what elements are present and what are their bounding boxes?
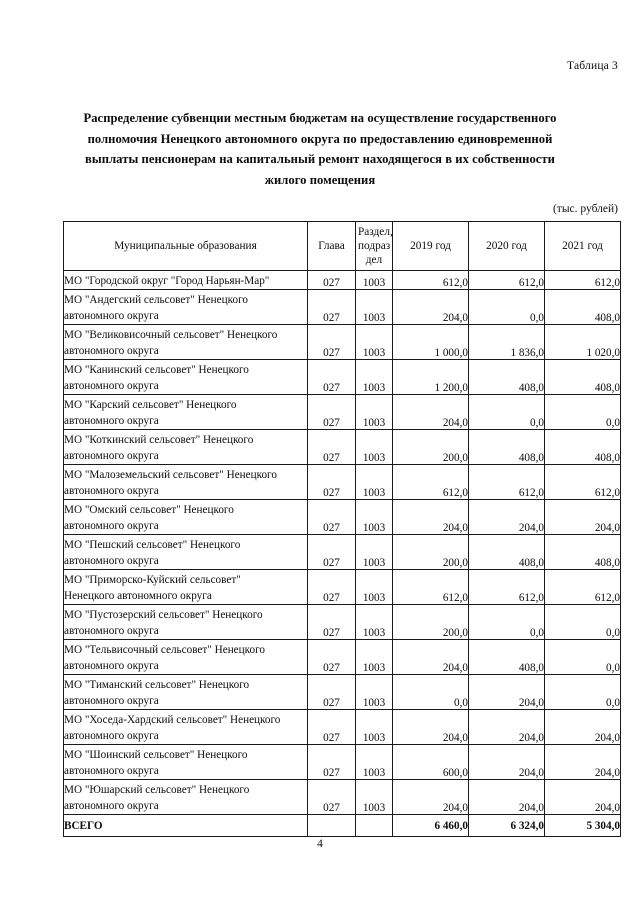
cell-glava: 027: [308, 465, 356, 500]
municipality-line: автономного округа: [64, 309, 159, 322]
cell-razdel: 1003: [356, 780, 393, 815]
cell-2019: 204,0: [393, 710, 469, 745]
cell-2020: 204,0: [469, 710, 545, 745]
cell-razdel: 1003: [356, 570, 393, 605]
cell-2021: 1 020,0: [545, 325, 621, 360]
cell-municipality: [64, 640, 308, 675]
col-header-2021: 2021 год: [545, 222, 621, 271]
cell-glava: 027: [308, 360, 356, 395]
municipality-line: МО "Андегский сельсовет" Ненецкого: [64, 293, 248, 306]
cell-2021: 408,0: [545, 535, 621, 570]
table-row: [64, 640, 621, 675]
municipality-line: автономного округа: [64, 449, 159, 462]
cell-2021: 204,0: [545, 710, 621, 745]
table-row: [64, 570, 621, 605]
cell-2020: 408,0: [469, 640, 545, 675]
cell-municipality: [64, 605, 308, 640]
cell-2019: 200,0: [393, 535, 469, 570]
municipality-line: автономного округа: [64, 624, 159, 637]
municipality-line: автономного округа: [64, 519, 159, 532]
municipality-line: МО "Пешский сельсовет" Ненецкого: [64, 538, 241, 551]
cell-municipality: [64, 500, 308, 535]
units-caption: (тыс. рублей): [552, 203, 618, 215]
cell-glava: 027: [308, 710, 356, 745]
cell-municipality: [64, 271, 308, 290]
municipality-line: автономного округа: [64, 799, 159, 812]
cell-2019: 600,0: [393, 745, 469, 780]
cell-glava: 027: [308, 535, 356, 570]
cell-municipality: [64, 710, 308, 745]
cell-2019: 200,0: [393, 605, 469, 640]
municipality-line: Ненецкого автономного округа: [64, 589, 212, 602]
cell-municipality: [64, 430, 308, 465]
table-total-row: [64, 815, 621, 837]
cell-razdel: 1003: [356, 640, 393, 675]
cell-total-2021: 5 304,0: [545, 815, 621, 837]
cell-razdel: 1003: [356, 465, 393, 500]
col-header-glava: Глава: [308, 222, 356, 271]
municipality-line: автономного округа: [64, 729, 159, 742]
municipality-line: автономного округа: [64, 484, 159, 497]
cell-2021: 204,0: [545, 745, 621, 780]
cell-total-glava: [308, 815, 356, 837]
cell-razdel: 1003: [356, 325, 393, 360]
cell-municipality: [64, 290, 308, 325]
title-line-1: Распределение субвенции местным бюджетам на осуществление государственного: [83, 111, 557, 125]
table-header-row: [64, 222, 621, 271]
table-row: [64, 360, 621, 395]
cell-2020: 204,0: [469, 745, 545, 780]
cell-glava: 027: [308, 290, 356, 325]
table-row: [64, 535, 621, 570]
cell-2019: 612,0: [393, 271, 469, 290]
municipality-line: МО "Юшарский сельсовет" Ненецкого: [64, 783, 250, 796]
cell-glava: 027: [308, 640, 356, 675]
cell-2020: 0,0: [469, 605, 545, 640]
title-line-2: полномочия Ненецкого автономного округа по предоставлению единовременной: [87, 131, 553, 146]
cell-glava: 027: [308, 675, 356, 710]
cell-2019: 0,0: [393, 675, 469, 710]
cell-total-2019: 6 460,0: [393, 815, 469, 837]
cell-total-2020: 6 324,0: [469, 815, 545, 837]
cell-municipality: [64, 675, 308, 710]
cell-glava: 027: [308, 271, 356, 290]
title-line-4: жилого помещения: [264, 172, 376, 187]
municipality-line: МО "Приморско-Куйский сельсовет": [64, 573, 241, 586]
cell-razdel: 1003: [356, 290, 393, 325]
municipality-line: МО "Омский сельсовет" Ненецкого: [64, 503, 234, 516]
cell-razdel: 1003: [356, 675, 393, 710]
table-row: [64, 465, 621, 500]
cell-2021: 0,0: [545, 675, 621, 710]
table-row: [64, 430, 621, 465]
subvention-table-wrapper: [63, 221, 620, 837]
cell-2019: 204,0: [393, 290, 469, 325]
cell-glava: 027: [308, 570, 356, 605]
municipality-line: МО "Хоседа-Хардский сельсовет" Ненецкого: [64, 713, 281, 726]
municipality-line: МО "Великовисочный сельсовет" Ненецкого: [64, 328, 278, 341]
cell-razdel: 1003: [356, 745, 393, 780]
municipality-line: МО "Шоинский сельсовет" Ненецкого: [64, 748, 248, 761]
cell-municipality: [64, 360, 308, 395]
cell-2020: 408,0: [469, 430, 545, 465]
subvention-table: [63, 221, 621, 837]
cell-razdel: 1003: [356, 605, 393, 640]
table-row: [64, 710, 621, 745]
municipality-line: автономного округа: [64, 764, 159, 777]
cell-2019: 612,0: [393, 465, 469, 500]
cell-municipality: [64, 780, 308, 815]
table-row: [64, 675, 621, 710]
cell-2020: 408,0: [469, 535, 545, 570]
cell-2020: 612,0: [469, 570, 545, 605]
cell-razdel: 1003: [356, 500, 393, 535]
cell-2021: 612,0: [545, 271, 621, 290]
page-number: 4: [317, 838, 323, 850]
cell-razdel: 1003: [356, 710, 393, 745]
cell-total-label: ВСЕГО: [64, 815, 308, 837]
cell-2021: 612,0: [545, 570, 621, 605]
cell-municipality: [64, 465, 308, 500]
cell-2019: 204,0: [393, 500, 469, 535]
municipality-line: МО "Городской округ "Город Нарьян-Мар": [64, 274, 270, 287]
cell-2020: 204,0: [469, 675, 545, 710]
table-row: [64, 780, 621, 815]
cell-2020: 0,0: [469, 395, 545, 430]
cell-2021: 408,0: [545, 430, 621, 465]
table-row: [64, 605, 621, 640]
cell-2019: 200,0: [393, 430, 469, 465]
cell-2021: 0,0: [545, 395, 621, 430]
cell-2019: 204,0: [393, 640, 469, 675]
cell-2021: 408,0: [545, 290, 621, 325]
cell-2020: 204,0: [469, 780, 545, 815]
municipality-line: МО "Пустозерский сельсовет" Ненецкого: [64, 608, 263, 621]
cell-2021: 0,0: [545, 640, 621, 675]
municipality-line: МО "Тельвисочный сельсовет" Ненецкого: [64, 643, 265, 656]
municipality-line: автономного округа: [64, 414, 159, 427]
cell-2021: 408,0: [545, 360, 621, 395]
cell-2021: 0,0: [545, 605, 621, 640]
col-header-name: Муниципальные образования: [64, 222, 308, 271]
municipality-line: автономного округа: [64, 694, 159, 707]
cell-2019: 204,0: [393, 395, 469, 430]
cell-glava: 027: [308, 605, 356, 640]
municipality-line: МО "Тиманский сельсовет" Ненецкого: [64, 678, 250, 691]
municipality-line: автономного округа: [64, 554, 159, 567]
cell-2021: 204,0: [545, 780, 621, 815]
col-header-2020: 2020 год: [469, 222, 545, 271]
col-header-razdel: Раздел, подраз дел: [356, 222, 393, 271]
cell-2019: 1 000,0: [393, 325, 469, 360]
table-label: Таблица 3: [567, 60, 618, 72]
table-head: [64, 222, 621, 271]
cell-2020: 0,0: [469, 290, 545, 325]
cell-glava: 027: [308, 395, 356, 430]
table-row: [64, 325, 621, 360]
municipality-line: автономного округа: [64, 344, 159, 357]
table-row: [64, 395, 621, 430]
cell-municipality: [64, 745, 308, 780]
page-title: [62, 108, 578, 190]
cell-2020: 612,0: [469, 465, 545, 500]
cell-razdel: 1003: [356, 395, 393, 430]
table-body: [64, 271, 621, 837]
cell-municipality: [64, 325, 308, 360]
cell-municipality: [64, 395, 308, 430]
cell-2021: 612,0: [545, 465, 621, 500]
cell-2020: 408,0: [469, 360, 545, 395]
municipality-line: МО "Карский сельсовет" Ненецкого: [64, 398, 237, 411]
municipality-line: автономного округа: [64, 379, 159, 392]
cell-2019: 1 200,0: [393, 360, 469, 395]
cell-glava: 027: [308, 745, 356, 780]
cell-glava: 027: [308, 325, 356, 360]
cell-razdel: 1003: [356, 535, 393, 570]
municipality-line: МО "Коткинский сельсовет" Ненецкого: [64, 433, 254, 446]
cell-glava: 027: [308, 780, 356, 815]
cell-razdel: 1003: [356, 271, 393, 290]
cell-razdel: 1003: [356, 430, 393, 465]
municipality-line: МО "Канинский сельсовет" Ненецкого: [64, 363, 249, 376]
cell-2019: 612,0: [393, 570, 469, 605]
table-row: [64, 745, 621, 780]
col-header-2019: 2019 год: [393, 222, 469, 271]
municipality-line: МО "Малоземельский сельсовет" Ненецкого: [64, 468, 277, 481]
cell-municipality: [64, 535, 308, 570]
cell-2020: 204,0: [469, 500, 545, 535]
table-row: [64, 290, 621, 325]
cell-razdel: 1003: [356, 360, 393, 395]
cell-glava: 027: [308, 500, 356, 535]
table-row: [64, 500, 621, 535]
municipality-line: автономного округа: [64, 659, 159, 672]
cell-2021: 204,0: [545, 500, 621, 535]
cell-municipality: [64, 570, 308, 605]
cell-2020: 1 836,0: [469, 325, 545, 360]
cell-total-razdel: [356, 815, 393, 837]
cell-glava: 027: [308, 430, 356, 465]
cell-2020: 612,0: [469, 271, 545, 290]
cell-2019: 204,0: [393, 780, 469, 815]
title-line-3: выплаты пенсионерам на капитальный ремонт находящегося в их собственности: [85, 152, 555, 166]
table-row: [64, 271, 621, 290]
